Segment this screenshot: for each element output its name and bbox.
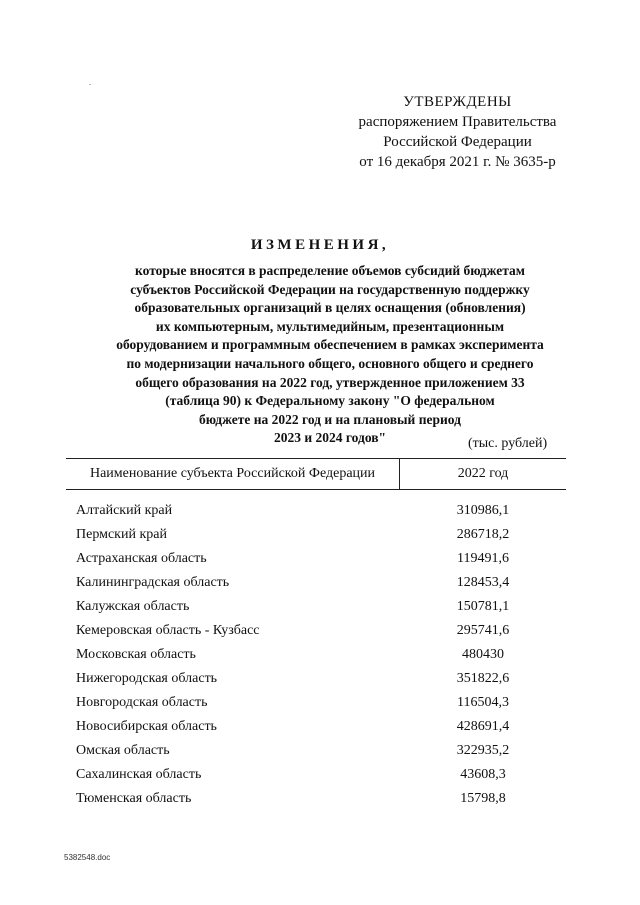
document-title: ИЗМЕНЕНИЯ, [250,237,390,253]
region-value: 286718,2 [456,527,510,542]
region-value: 128453,4 [456,575,510,590]
scan-speck [89,84,91,85]
approval-line-1: распоряжением Правительства [358,114,557,130]
approval-heading: УТВЕРЖДЕНЫ [403,94,512,110]
region-name: Калужская область [76,599,190,614]
region-name: Сахалинская область [76,767,202,782]
region-name: Новгородская область [76,695,208,710]
subtitle-line: оборудованием и программным обеспечением в рамках эксперимента [116,337,544,353]
subtitle-line: 2023 и 2024 годов" [273,430,387,446]
approval-block [320,92,595,172]
subtitle-line: бюджете на 2022 год и на плановый период [199,411,461,427]
region-value: 15798,8 [460,791,506,806]
document-subtitle [80,262,580,448]
region-value: 43608,3 [460,767,506,782]
subtitle-line: субъектов Российской Федерации на государственную поддержку [130,281,530,297]
region-value: 119491,6 [457,551,509,566]
table-row [0,743,640,767]
table-row [0,791,640,815]
table-row [0,671,640,695]
region-name: Калининградская область [76,575,230,590]
table-row [0,719,640,743]
approval-date: от 16 декабря 2021 г. № 3635-р [359,154,556,170]
subtitle-line: (таблица 90) к Федеральному закону "О федеральном [165,393,495,409]
header-region: Наименование субъекта Российской Федерации [66,459,400,489]
region-value: 322935,2 [456,743,510,758]
table-body [0,503,640,815]
table-row [0,503,640,527]
region-name: Московская область [76,647,196,662]
region-name: Омская область [76,743,170,758]
region-name: Тюменская область [76,791,192,806]
subtitle-line: общего образования на 2022 год, утвержденное приложением 33 [135,374,525,390]
region-value: 150781,1 [456,599,510,614]
subtitle-line: по модернизации начального общего, основного общего и среднего [126,355,534,371]
table-row [0,695,640,719]
table-row [0,527,640,551]
subtitle-line: их компьютерным, мультимедийным, презентационным [155,318,505,334]
region-name: Кемеровская область - Кузбасс [76,623,260,638]
table-row [0,767,640,791]
region-value: 351822,6 [456,671,510,686]
header-year: 2022 год [457,466,509,481]
region-name: Астраханская область [76,551,207,566]
table-row [0,575,640,599]
region-name: Новосибирская область [76,719,217,734]
subtitle-line: образовательных организаций в целях оснащения (обновления) [134,300,526,316]
region-value: 295741,6 [456,623,510,638]
table-header [66,458,566,490]
region-value: 310986,1 [456,503,510,518]
region-name: Нижегородская область [76,671,218,686]
region-value: 116504,3 [457,695,509,710]
table-row [0,599,640,623]
region-value: 480430 [462,647,504,662]
region-name: Алтайский край [76,503,173,518]
subtitle-line: которые вносятся в распределение объемов субсидий бюджетам [135,263,525,278]
region-value: 428691,4 [456,719,510,734]
region-name: Пермский край [76,527,167,542]
table-row [0,647,640,671]
approval-line-2: Российской Федерации [383,134,532,150]
document-reference: 5382548.doc [64,853,111,862]
table-row [0,551,640,575]
units-label: (тыс. рублей) [468,436,548,451]
table-row [0,623,640,647]
